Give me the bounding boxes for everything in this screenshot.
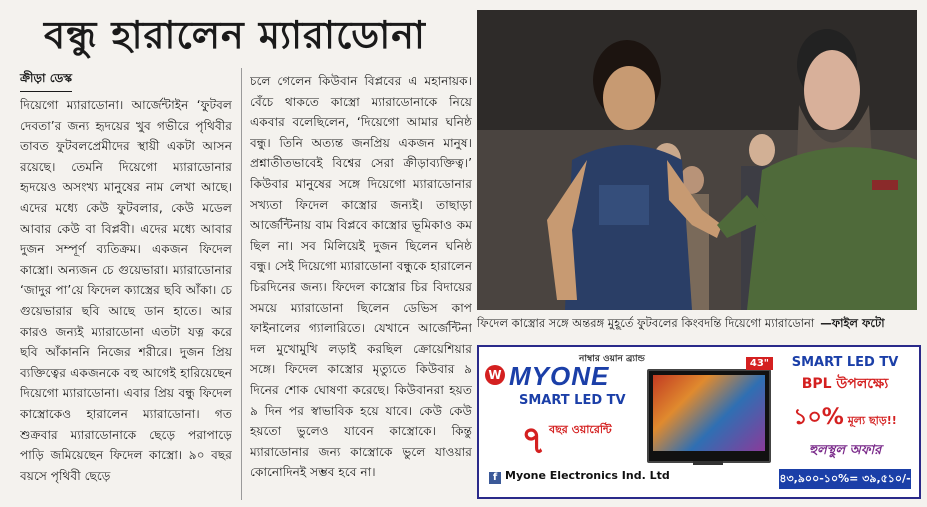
- advertisement[interactable]: [477, 345, 921, 499]
- news-photo: [477, 10, 917, 310]
- caption-text: ফিদেল কাস্ত্রোর সঙ্গে অন্তরঙ্গ মুহূর্তে ফুটবলের কিংবদন্তি দিয়েগো ম্যারাডোনা: [477, 316, 815, 330]
- tv-stand: [693, 461, 723, 465]
- ad-brand-name: MYONE: [509, 361, 610, 391]
- article-column-1: [20, 95, 232, 507]
- photo-illustration: [477, 10, 917, 310]
- ad-right-title: SMART LED TV: [791, 355, 899, 370]
- photo-caption: [477, 315, 917, 334]
- ad-product: SMART LED TV: [519, 393, 626, 408]
- ad-price: ৪৩,৯০০-১০%= ৩৯,৫১০/-: [779, 469, 911, 489]
- ad-warranty-text: বছর ওয়ারেন্টি: [549, 423, 612, 436]
- ad-discount-pct: ১০%: [793, 405, 844, 430]
- ad-offer: হুলস্থুল অফার: [808, 443, 882, 458]
- column-2-text: চলে গেলেন কিউবান বিপ্লবের এ মহানায়ক। বেঁচে থাকতে কাস্ত্রো ম্যারাডোনাকে নিয়ে একবার বলেছিলেন, ‘দিয়েগো আমার ঘনিষ্ঠ বন্ধু। তিনি অত্যন্ত জনপ্রিয় একজন মানুষ। প্রশ্নাতীতভাবেই বিশ্বের সেরা ক্রীড়াব্যক্তিত্ব।’ কিউবার মানুষের সঙ্গে দিয়েগো ম্যারাডোনার সখ্যতা ফিদেল কাস্ত্রোর জন্যই। তাছাড়া আর্জেন্টিনায় বাম বিপ্লবে কাস্ত্রোর ভূমিকাও কম ছিল না। সব মিলিয়েই দুজন ছিলেন ঘনিষ্ঠ বন্ধু। সেই দিয়েগো ম্যারাডোনা বন্ধুকে হারালেন চিরদিনের জন্য। ফিদেল কাস্ত্রোর চির বিদায়ের সময়ে ম্যারাডোনা ছিলেন ডেভিস কাপ ফাইনালের গ্যালারিতে। যেখানে আর্জেন্টিনা দল মুখোমুখি লড়াই করছিল ক্রোয়েশিয়ার সঙ্গে। ফিদেল কাস্ত্রোর মৃত্যুতে কিউবার ৯ দিনের শোক ঘোষণা করেছে। কিউবানরা হয়ত ৯ দিন পর স্বাভাবিক হয়ে যাবে। কেউ কেউ হয়তো ভুলেও যাবেন কাস্ত্রোকে। কিন্তু ম্যারাডোনার জন্য কাস্ত্রোকে ভুলে যাওয়ার কোনোদিনই সম্ভব হবে না।: [250, 74, 472, 480]
- ad-offer-panel: [777, 355, 913, 462]
- article-column-2: [250, 71, 472, 502]
- photo-credit: —ফাইল ফটো: [820, 316, 885, 330]
- column-1-text: দিয়েগো ম্যারাডোনা। আর্জেন্টাইন ‘ফুটবল দেবতা’র জন্য হৃদয়ের খুব গভীরে পৃথিবীর তাবত ফুটবলপ্রেমীদের স্থায়ী একটা আসন রয়েছে। তেমনি দিয়েগো ম্যারাডোনার হৃদয়েও অসংখ্য মানুষের নাম লেখা আছে। এদের মধ্যে কেউ ফুটবলার, কেউ মডেল আবার কেউ বা বিপ্লবী। এদের মধ্যে আবার দুজন সম্পূর্ণ ব্যতিক্রম। একজন ফিদেল কাস্ত্রো। অন্যজন চে গুয়েভারা। ম্যারাডোনার ‘জাদুর পা’য়ে ফিদেল ক্যাস্ত্রের ছবি আঁকা। চে গুয়েভারার ছবি আছে ডান হাতে। আর কারও জন্যই ম্যারাডোনা এতটা যত্ন করে ছবি আঁকাননি নিজের শরীরে। দুজন প্রিয় ব্যক্তিত্বের একজনকে বহু আগেই হারিয়েছেন দিয়েগো ম্যারাডোনা। এবার প্রিয় বন্ধু ফিদেল কাস্ত্রোকেও হারালেন ম্যারাডোনা। গত শুক্রবার ম্যারাডোনাকে ছেড়ে পরাপাড়ে পাড়ি জমিয়েছেন ফিদেল কাস্ত্রো। ৯০ বছর বয়সে পৃথিবী ছেড়ে: [20, 98, 232, 483]
- tv-size-badge: 43": [746, 357, 773, 370]
- ad-occasion: BPL উপলক্ষ্যে: [801, 376, 889, 392]
- ad-discount-text: মূল্য ছাড়!!: [847, 414, 897, 427]
- facebook-icon: f: [489, 472, 501, 484]
- column-divider: [241, 68, 242, 500]
- ad-brand-tag: নাম্বার ওয়ান ব্র্যান্ড: [579, 354, 645, 364]
- ad-warranty-number: ৭: [521, 420, 546, 462]
- ad-discount: [777, 400, 913, 437]
- ad-company-name: Myone Electronics Ind. Ltd: [505, 469, 670, 482]
- headline: বন্ধু হারালেন ম্যারাডোনা: [44, 12, 426, 57]
- tv-image: [647, 358, 771, 463]
- tv-screen: [653, 375, 765, 451]
- ad-company: [489, 469, 670, 484]
- brand-logo-icon: W: [485, 365, 505, 385]
- byline: ক্রীড়া ডেস্ক: [20, 70, 72, 92]
